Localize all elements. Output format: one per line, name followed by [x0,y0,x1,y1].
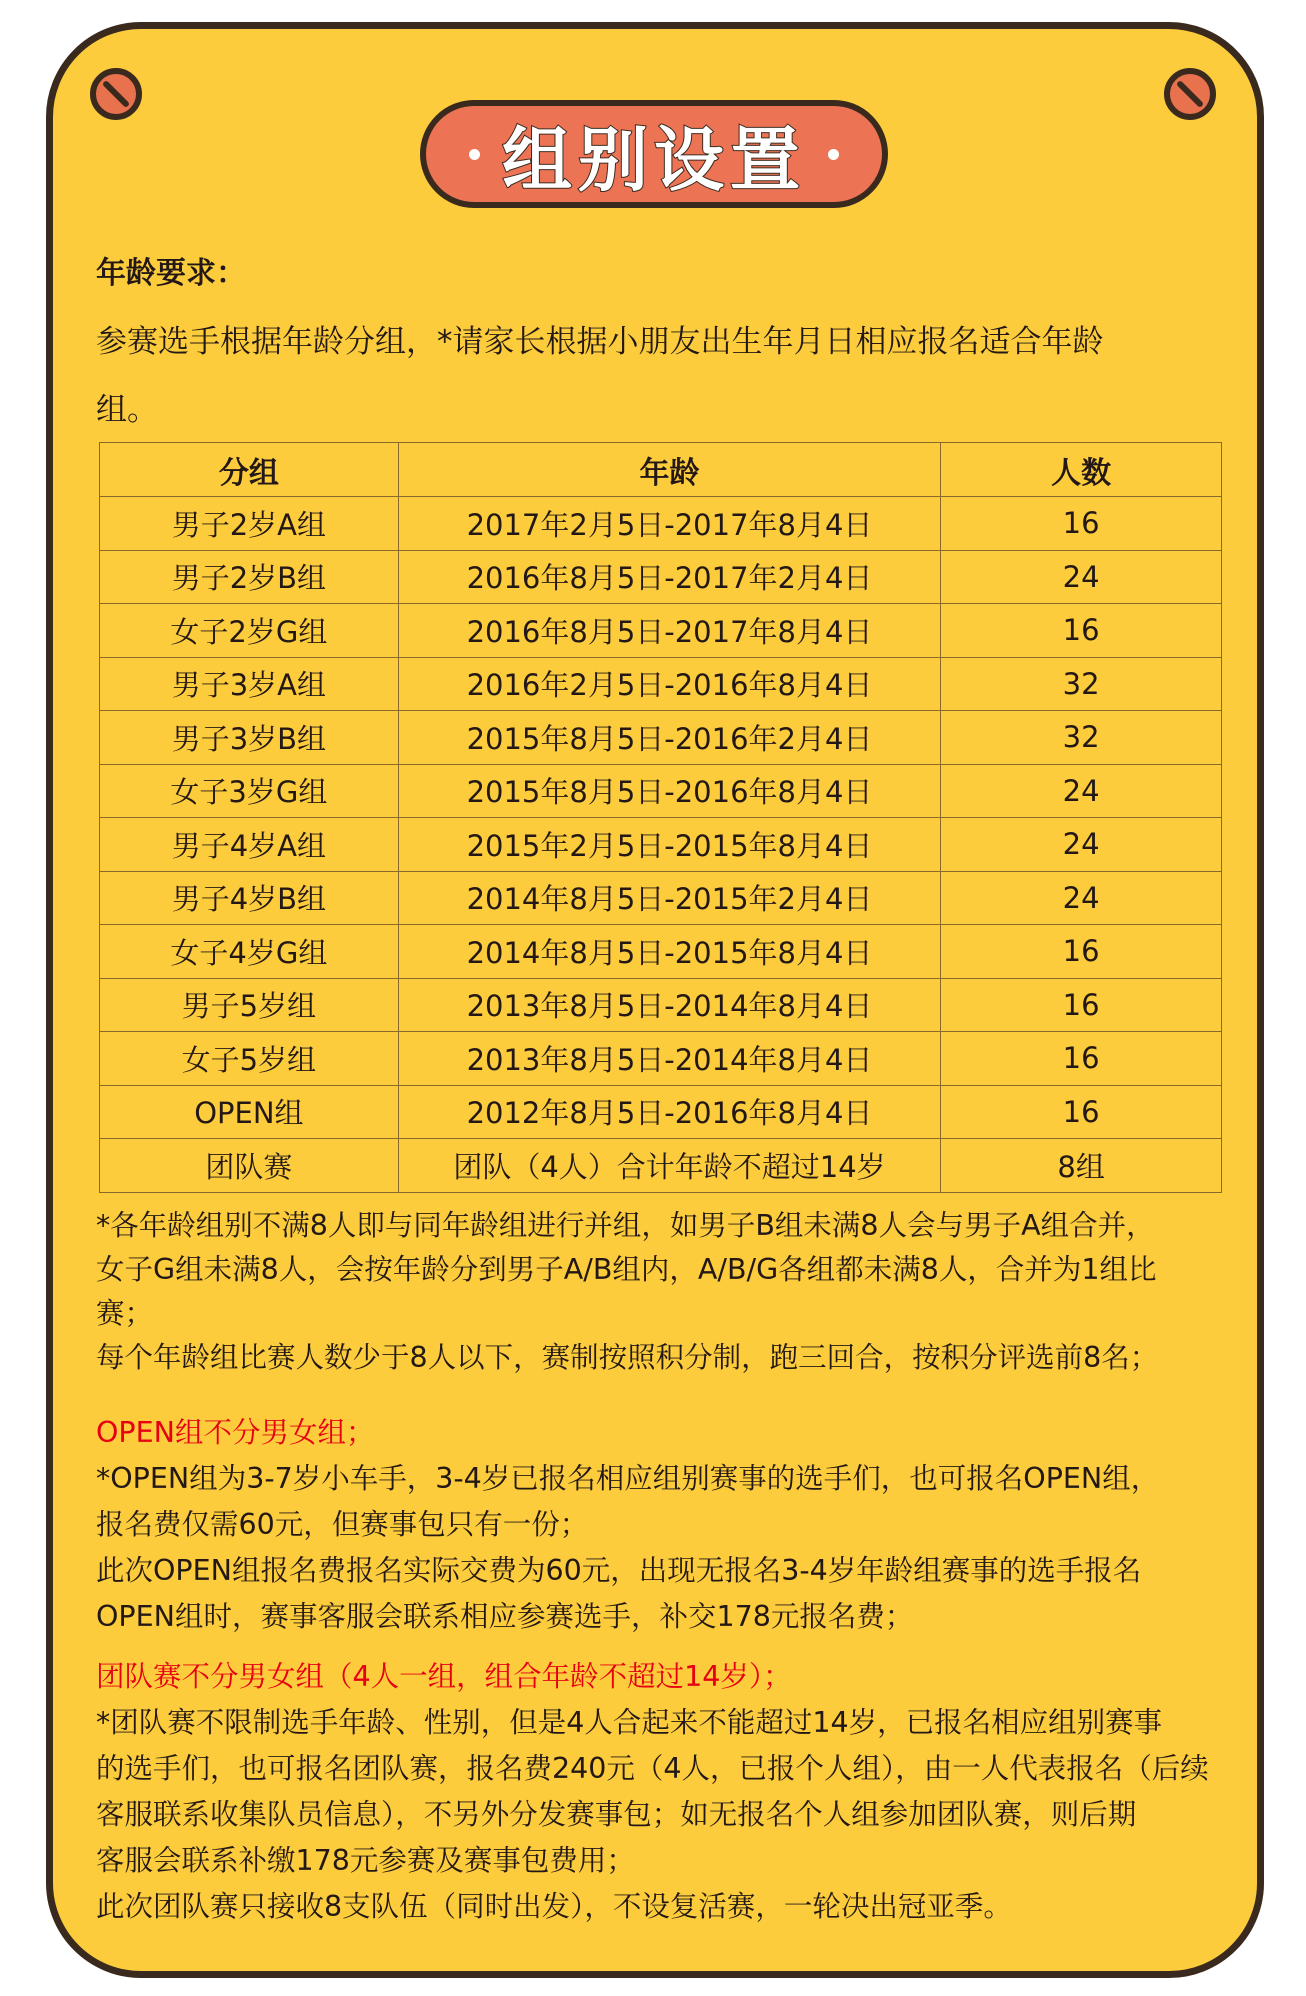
text-line: 女子G组未满8人，会按年龄分到男子A/B组内，A/B/G各组都未满8人，合并为1组比 [96,1253,1157,1286]
age-range-cell: 团队（4人）合计年龄不超过14岁 [398,1139,941,1193]
table-header-row [100,443,1222,497]
group-table [99,442,1222,1193]
age-range-cell: 2016年8月5日-2017年8月4日 [398,604,941,658]
table-row [100,925,1222,979]
group-name-cell: 男子2岁B组 [100,550,399,604]
age-range-cell: 2014年8月5日-2015年2月4日 [398,871,941,925]
text-line: *各年龄组别不满8人即与同年龄组进行并组，如男子B组未满8人会与男子A组合并， [96,1209,1155,1242]
age-range-cell: 2015年8月5日-2016年2月4日 [398,711,941,765]
count-cell: 24 [941,764,1222,818]
age-range-cell: 2014年8月5日-2015年8月4日 [398,925,941,979]
count-cell: 32 [941,711,1222,765]
header-count: 人数 [941,443,1222,497]
group-name-cell: 男子4岁B组 [100,871,399,925]
dot-icon [469,149,480,160]
age-range-cell: 2013年8月5日-2014年8月4日 [398,978,941,1032]
title-banner [420,100,888,208]
count-cell: 24 [941,871,1222,925]
table-row [100,978,1222,1032]
count-cell: 8组 [941,1139,1222,1193]
text-line: 组。 [96,392,158,428]
group-name-cell: 男子2岁A组 [100,497,399,551]
count-cell: 24 [941,818,1222,872]
text-line: 客服会联系补缴178元参赛及赛事包费用； [96,1844,635,1877]
table-row [100,711,1222,765]
screw-icon-left [90,68,142,120]
table-row [100,818,1222,872]
text-line: 此次OPEN组报名费报名实际交费为60元，出现无报名3-4岁年龄组赛事的选手报名 [96,1554,1142,1587]
text-line: 此次团队赛只接收8支队伍（同时出发），不设复活赛，一轮决出冠亚季。 [96,1890,1012,1923]
open-group-heading: OPEN组不分男女组； [96,1416,375,1449]
dot-icon [828,149,839,160]
age-range-cell: 2016年8月5日-2017年2月4日 [398,550,941,604]
text-line: *团队赛不限制选手年龄、性别，但是4人合起来不能超过14岁，已报名相应组别赛事 [96,1706,1163,1739]
group-name-cell: 女子4岁G组 [100,925,399,979]
count-cell: 24 [941,550,1222,604]
table-row [100,871,1222,925]
age-range-cell: 2015年8月5日-2016年8月4日 [398,764,941,818]
text-line: *OPEN组为3-7岁小车手，3-4岁已报名相应组别赛事的选手们，也可报名OPEN组， [96,1462,1160,1495]
age-requirement-description [96,308,1226,444]
text-line: 每个年龄组比赛人数少于8人以下，赛制按照积分制，跑三回合，按积分评选前8名； [96,1341,1159,1374]
text-line: 客服联系收集队员信息），不另外分发赛事包；如无报名个人组参加团队赛，则后期 [96,1798,1137,1831]
text-line: 参赛选手根据年龄分组，*请家长根据小朋友出生年月日相应报名适合年龄 [96,324,1104,360]
table-row [100,1139,1222,1193]
team-race-section [96,1654,1226,1930]
table-row [100,604,1222,658]
count-cell: 16 [941,925,1222,979]
text-line: 的选手们，也可报名团队赛，报名费240元（4人，已报个人组），由一人代表报名（后续 [96,1752,1209,1785]
table-row [100,764,1222,818]
group-name-cell: 男子4岁A组 [100,818,399,872]
age-range-cell: 2016年2月5日-2016年8月4日 [398,657,941,711]
count-cell: 16 [941,1085,1222,1139]
header-group: 分组 [100,443,399,497]
text-line: OPEN组时，赛事客服会联系相应参赛选手，补交178元报名费； [96,1600,914,1633]
table-row [100,1085,1222,1139]
age-range-cell: 2013年8月5日-2014年8月4日 [398,1032,941,1086]
page-title: 组别设置 [502,118,806,201]
open-group-section [96,1410,1226,1640]
group-name-cell: 男子3岁A组 [100,657,399,711]
group-name-cell: 男子5岁组 [100,978,399,1032]
count-cell: 16 [941,1032,1222,1086]
age-range-cell: 2012年8月5日-2016年8月4日 [398,1085,941,1139]
screw-icon-right [1164,68,1216,120]
count-cell: 16 [941,497,1222,551]
group-name-cell: 女子5岁组 [100,1032,399,1086]
group-name-cell: 团队赛 [100,1139,399,1193]
count-cell: 16 [941,978,1222,1032]
text-line: 赛； [96,1297,154,1330]
age-range-cell: 2015年2月5日-2015年8月4日 [398,818,941,872]
age-range-cell: 2017年2月5日-2017年8月4日 [398,497,941,551]
table-row [100,497,1222,551]
team-race-heading: 团队赛不分男女组（4人一组，组合年龄不超过14岁）； [96,1660,792,1693]
count-cell: 32 [941,657,1222,711]
group-name-cell: 女子3岁G组 [100,764,399,818]
group-name-cell: 女子2岁G组 [100,604,399,658]
count-cell: 16 [941,604,1222,658]
age-requirement-heading: 年龄要求： [96,256,246,291]
group-name-cell: OPEN组 [100,1085,399,1139]
group-name-cell: 男子3岁B组 [100,711,399,765]
header-age: 年龄 [398,443,941,497]
table-row [100,657,1222,711]
table-row [100,1032,1222,1086]
text-line: 报名费仅需60元，但赛事包只有一份； [96,1508,589,1541]
table-row [100,550,1222,604]
grouping-notes [96,1204,1226,1380]
